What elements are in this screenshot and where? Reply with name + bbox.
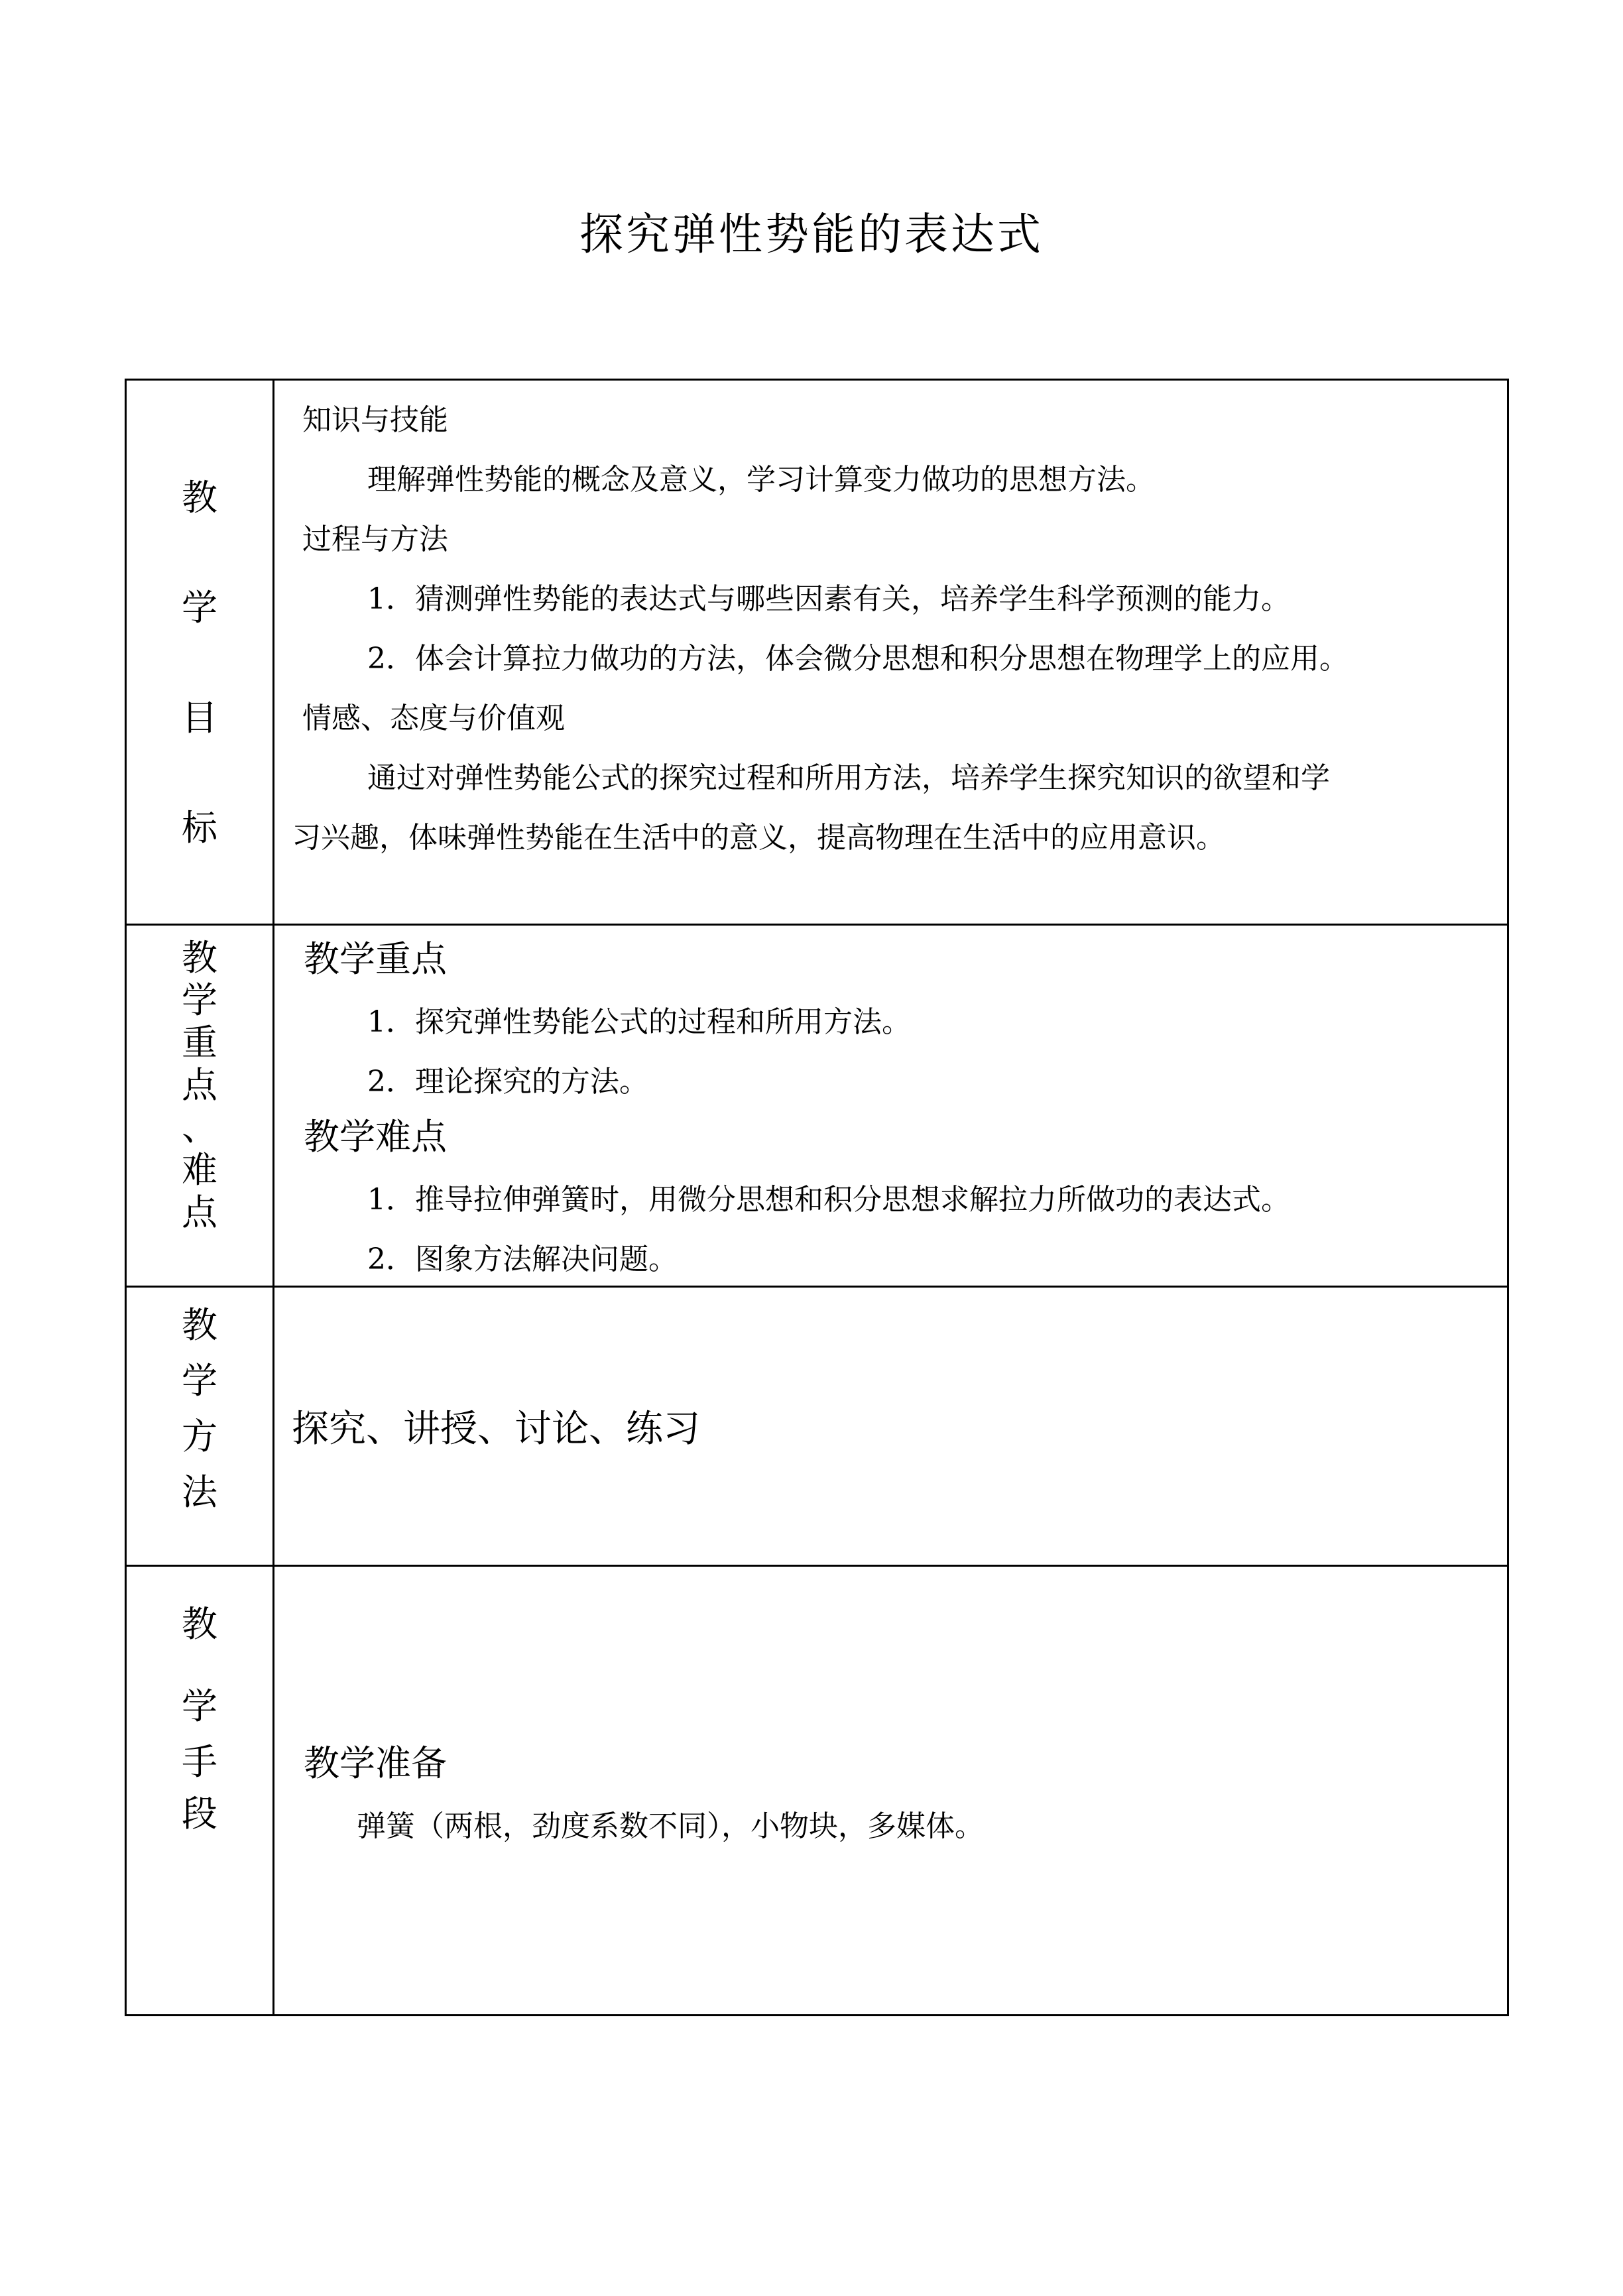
keypoints-row: [126, 925, 1508, 1287]
label-char: 学: [182, 1685, 217, 1727]
keypoints-label-cell: [126, 925, 274, 1287]
focus-item-1: 1．探究弹性势能公式的过程和所用方法。: [367, 1005, 911, 1039]
means-content-cell: [274, 1566, 1508, 2016]
difficulty-item-1: 1．推导拉伸弹簧时，用微分思想和积分思想求解拉力所做功的表达式。: [367, 1183, 1290, 1217]
label-char: 教: [182, 477, 217, 518]
objectives-label-cell: [126, 380, 274, 925]
emotion-text-line-1: 通过对弹性势能公式的探究过程和所用方法，培养学生探究知识的欲望和学: [367, 761, 1330, 795]
label-char: 教: [182, 1603, 217, 1645]
process-heading: 过程与方法: [302, 522, 448, 556]
label-char: 教: [182, 937, 217, 979]
focus-heading: 教学重点: [304, 938, 447, 980]
method-text: 探究、讲授、讨论、练习: [292, 1408, 700, 1451]
emotion-heading: 情感、态度与价值观: [302, 701, 565, 735]
label-char: 标: [182, 807, 217, 849]
label-char: 难: [182, 1149, 217, 1191]
label-char: 手: [182, 1741, 217, 1783]
means-label-cell: [126, 1566, 274, 2016]
label-char: 学: [182, 979, 217, 1021]
label-char: 学: [182, 587, 217, 629]
objectives-row: [126, 380, 1508, 925]
label-char: 点: [182, 1064, 217, 1106]
process-item-1: 1．猜测弹性势能的表达式与哪些因素有关，培养学生科学预测的能力。: [367, 582, 1290, 616]
difficulty-item-2: 2．图象方法解决问题。: [367, 1242, 678, 1276]
objectives-label: [127, 477, 272, 849]
label-char: 目: [182, 697, 217, 739]
label-char: 、: [182, 1107, 217, 1148]
emotion-text-line-2: 习兴趣，体味弹性势能在生活中的意义，提高物理在生活中的应用意识。: [292, 821, 1225, 855]
keypoints-label: [127, 937, 272, 1233]
process-item-2: 2．体会计算拉力做功的方法，体会微分思想和积分思想在物理学上的应用。: [367, 642, 1349, 676]
page-title: 探究弹性势能的表达式: [579, 209, 1044, 260]
method-content-cell: [274, 1287, 1508, 1566]
lesson-plan-table: [125, 379, 1509, 2016]
difficulty-heading: 教学难点: [304, 1116, 447, 1158]
label-char: 重: [182, 1022, 217, 1063]
method-row: [126, 1287, 1508, 1566]
means-row: [126, 1566, 1508, 2016]
label-char: 学: [182, 1360, 217, 1402]
label-char: 点: [182, 1191, 217, 1233]
keypoints-content-cell: [274, 925, 1508, 1287]
label-char: 法: [182, 1471, 217, 1513]
means-label: [127, 1603, 272, 1835]
method-label: [127, 1304, 272, 1513]
knowledge-heading: 知识与技能: [302, 403, 448, 437]
method-label-cell: [126, 1287, 274, 1566]
prep-text: 弹簧（两根，劲度系数不同），小物块，多媒体。: [357, 1809, 984, 1843]
label-char: 教: [182, 1304, 217, 1346]
label-char: 方: [182, 1416, 217, 1457]
prep-heading: 教学准备: [304, 1742, 447, 1784]
objectives-content-cell: [274, 380, 1508, 925]
focus-item-2: 2．理论探究的方法。: [367, 1065, 648, 1099]
label-char: 段: [182, 1793, 217, 1835]
knowledge-text: 理解弹性势能的概念及意义，学习计算变力做功的思想方法。: [367, 463, 1155, 497]
